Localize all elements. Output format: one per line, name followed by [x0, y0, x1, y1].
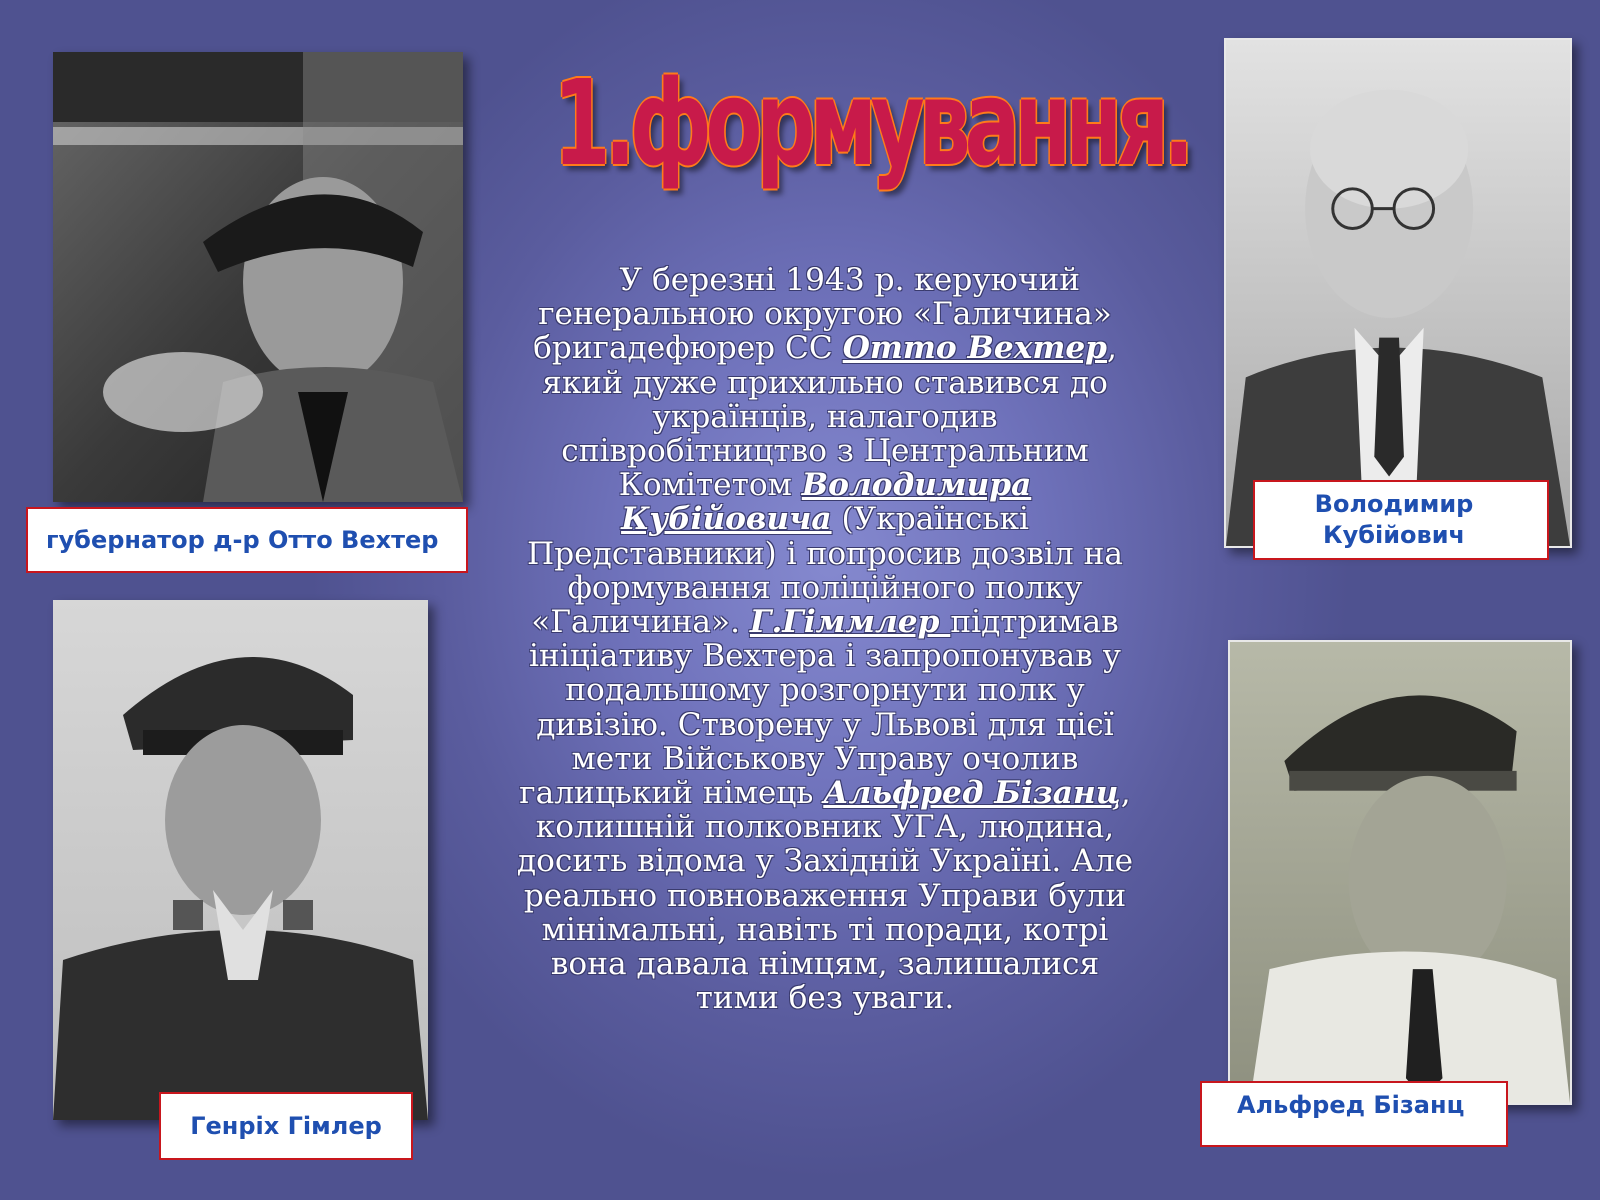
photo-otto-wachter: [53, 52, 463, 502]
name-himmler: Г.Гіммлер: [749, 604, 951, 641]
name-alfred-bisanz: Альфред Бізанц: [823, 775, 1121, 812]
paragraph-part-3: (Українські Представники) і попросив дозвіл на формування поліційного полку «Галичина».: [527, 501, 1123, 641]
photo-volodymyr-kubijovych: [1224, 38, 1572, 548]
body-paragraph: [515, 263, 1135, 1015]
caption-volodymyr-kubijovych-text: Володимир Кубійович: [1314, 490, 1474, 549]
caption-alfred-bisanz: [1200, 1081, 1508, 1147]
caption-heinrich-himmler-text: Генріх Гімлер: [190, 1112, 382, 1140]
photo-heinrich-himmler: [53, 600, 428, 1120]
caption-otto-wachter: [26, 507, 468, 573]
caption-volodymyr-kubijovych: [1253, 480, 1549, 560]
paragraph-part-1: У березні 1943 р. керуючий генеральною округою «Галичина» бригадефюрер СС: [533, 262, 1112, 367]
paragraph-part-4: підтримав ініціативу Вехтера і запропонував у подальшому розгорнути полк у дивізію. Створену у Львові для цієї мети Військову Управу очолив галицький німець: [519, 604, 1122, 812]
caption-alfred-bisanz-text: Альфред Бізанц: [1237, 1091, 1465, 1119]
photo-alfred-bisanz: [1228, 640, 1572, 1105]
name-volodymyr-kubijovych: Володимира Кубійовича: [621, 467, 1032, 538]
caption-heinrich-himmler: [159, 1092, 413, 1160]
paragraph-part-2: , який дуже прихильно ставився до українців, налагодив співробітництво з Центральним Комітетом: [542, 330, 1117, 504]
name-otto-wachter: Отто Вехтер: [842, 330, 1107, 367]
paragraph-part-5: , колишній полковник УГА, людина, досить відома у Західній Україні. Але реально повноваження Управи були мінімальні, навіть ті поради, котрі вона давала німцям, залишалися тими без уваги.: [516, 775, 1134, 1017]
slide-title: 1.формування.: [553, 54, 1189, 192]
caption-otto-wachter-text: губернатор д-р Отто Вехтер: [46, 526, 439, 554]
